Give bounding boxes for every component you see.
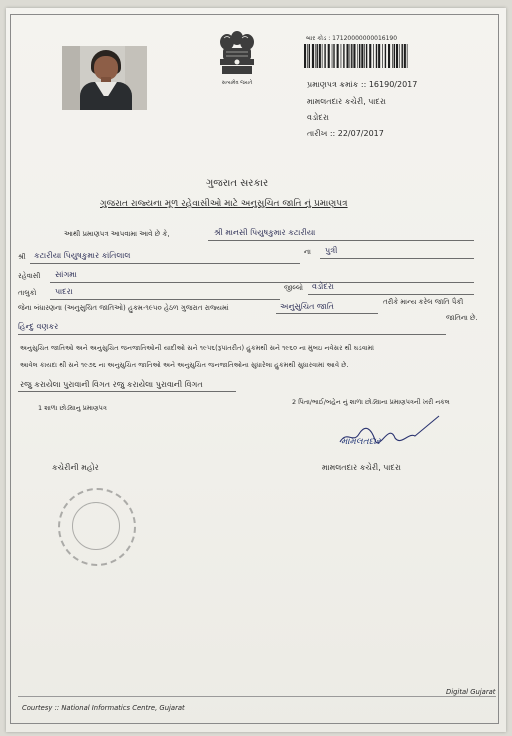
barcode-caption: બાર કોડ : 17120000000016190: [306, 35, 398, 42]
office-seal-label: કચેરીની મહોર: [52, 463, 99, 472]
courtesy-text: Courtesy :: National Informatics Centre, Gujarat: [22, 704, 185, 712]
office-line-1: મામલતદાર કચેરી, પાદરા: [307, 97, 386, 106]
resident-label: રહેવાસી: [18, 272, 41, 280]
govt-heading: ગુજરાત સરકાર: [206, 178, 269, 189]
national-emblem-icon: [214, 28, 260, 88]
order-text: જેના બંધારણના (અનુસુચિત જાતિઓ) હુકમ-૧૯૫૦ હેઠળ ગુજરાત રાજ્યમાં: [18, 304, 229, 312]
office-seal-stamp: [58, 488, 136, 566]
digital-gujarat-brand: Digital Gujarat: [446, 688, 496, 696]
na-label: ના: [304, 248, 311, 256]
know-text: જાતિના છે.: [446, 314, 478, 322]
intro-text: આથી પ્રમાણપત્ર આપવામા આવે છે કે,: [64, 230, 170, 238]
evidence-item-1: 1 શાળા છોડ્યાનુ પ્રમાણપત્ર: [38, 404, 107, 412]
paragraph-line-2: આવેલ કાયદા થી સને ૧૯૭૬ ના અનુસુચિત જાતિઓ અને અનુસુચિત જનજાતિઓના સુધારેલા હુકમથી સુધારવામાં આવે છે.: [20, 361, 349, 369]
taluka: પાદરા: [55, 287, 73, 296]
category: અનુસુચિત જાતિ: [280, 302, 334, 311]
signature-text: મામલતદાર: [341, 437, 381, 447]
certificate-number-label: પ્રમાણપત્ર ક્રમાંક: [307, 80, 359, 89]
caste: હિન્દુ વણકર: [18, 322, 59, 331]
village: સાંગમા: [55, 270, 77, 279]
district-label: જીલ્લો: [284, 284, 303, 292]
certificate-number: 16190/2017: [368, 80, 418, 89]
barcode: [304, 44, 408, 68]
taluka-label: તાલુકો: [18, 289, 37, 297]
office-line-2: વડોદરા: [307, 113, 329, 122]
evidence-heading: રજુ કરાયેલા પુરાવાની વિગત રજુ કરાયેલા પુરાવાની વિગત: [20, 380, 203, 389]
emblem-motto: સત્યમેવ જયતે: [221, 80, 253, 86]
district: વડોદરા: [312, 282, 334, 291]
certificate-date: 22/07/2017: [337, 129, 384, 138]
signature-scribble: [335, 410, 445, 450]
certificate-title: ગુજરાત રાજ્યના મૂળ રહેવાસીઓ માટે અનુસુચિત જાતિ નું પ્રમાણપત્ર: [100, 199, 348, 209]
evidence-item-2: 2 પિતા/ભાઈ/બહેન નું શાળા છોડ્યાના પ્રમાણપત્રની ખરી નકલ: [292, 398, 450, 406]
shri-label: શ્રી: [18, 253, 26, 261]
relation: પુત્રી: [325, 246, 338, 255]
signatory-office: મામલતદાર કચેરી, પાદરા: [322, 463, 401, 472]
certificate-date-row: તારીખ :: 22/07/2017: [307, 129, 384, 138]
applicant-photo: [62, 46, 147, 110]
certificate-number-row: પ્રમાણપત્ર ક્રમાંક :: 16190/2017: [307, 80, 418, 89]
date-label: તારીખ: [307, 129, 328, 138]
holder-name: શ્રી માનસી પિયુષકુમાર કટારીયા: [214, 228, 316, 237]
recognized-text: તરીકે માન્ય કરેલ જાતિ પૈકી: [383, 298, 464, 306]
father-name: કટારીયા પિયુષકુમાર કાંતિલાલ: [34, 251, 131, 260]
paragraph-line-1: અનુસુચિત જાતિઓ અને અનુસુચિત જનજાતિઓની યાદીઓ સને ૧૯૫૬(રૂપાંતરીત) હુકમથી સને ૧૯૬૦ ના મુંબઇ નવેસર થી ઘડવામાં: [20, 344, 375, 352]
